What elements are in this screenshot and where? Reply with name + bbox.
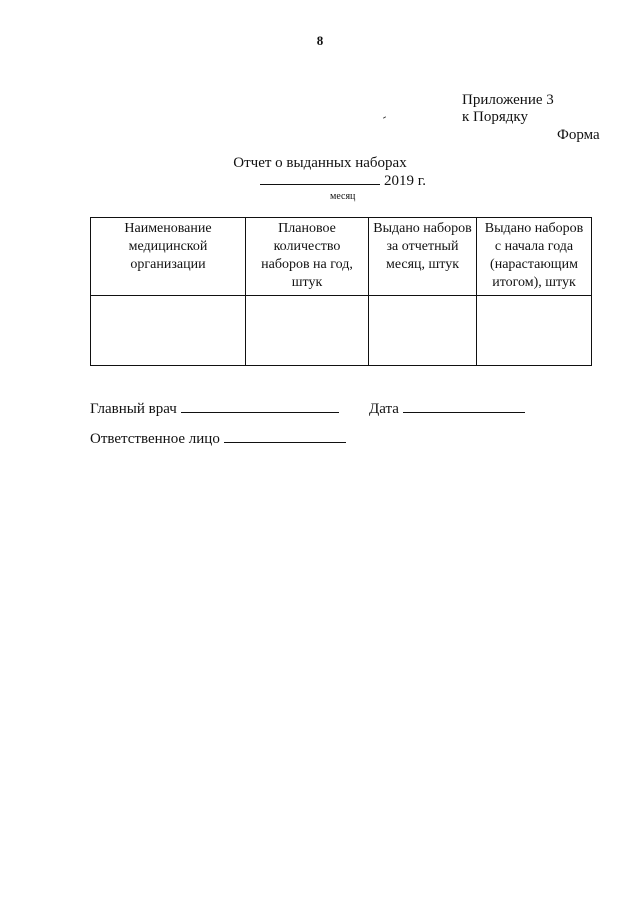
chief-doctor-label: Главный врач	[90, 401, 177, 417]
cell-organization-name[interactable]	[91, 296, 246, 366]
cell-issued-monthly[interactable]	[369, 296, 477, 366]
header-planned-quantity: Плановое количество наборов на год, штук	[246, 218, 369, 296]
chief-doctor-signature	[90, 399, 339, 418]
page-number: 8	[316, 33, 324, 48]
report-period	[260, 172, 426, 190]
month-caption: месяц	[330, 191, 356, 202]
date-line[interactable]	[403, 399, 525, 413]
report-title: Отчет о выданных наборах	[233, 155, 407, 171]
date-label: Дата	[369, 401, 399, 417]
header-issued-monthly: Выдано наборов за отчетный месяц, штук	[369, 218, 477, 296]
responsible-person-label: Ответственное лицо	[90, 431, 220, 447]
table-header-row	[91, 218, 592, 296]
report-table	[90, 217, 592, 366]
cell-issued-cumulative[interactable]	[477, 296, 592, 366]
header-organization-name: Наименование медицинской организации	[91, 218, 246, 296]
report-year: 2019 г.	[384, 173, 426, 189]
header-issued-cumulative: Выдано наборов с начала года (нарастающим итогом), штук	[477, 218, 592, 296]
responsible-person-signature-line[interactable]	[224, 429, 346, 443]
table-row	[91, 296, 592, 366]
chief-doctor-signature-line[interactable]	[181, 399, 339, 413]
cell-planned-quantity[interactable]	[246, 296, 369, 366]
date-field	[369, 399, 525, 418]
appendix-number: Приложение 3	[462, 92, 554, 108]
responsible-person-signature	[90, 429, 346, 448]
month-blank-line[interactable]	[260, 172, 380, 185]
scan-artifact	[383, 116, 386, 118]
appendix-reference: к Порядку	[462, 109, 528, 125]
form-label: Форма	[557, 127, 600, 143]
